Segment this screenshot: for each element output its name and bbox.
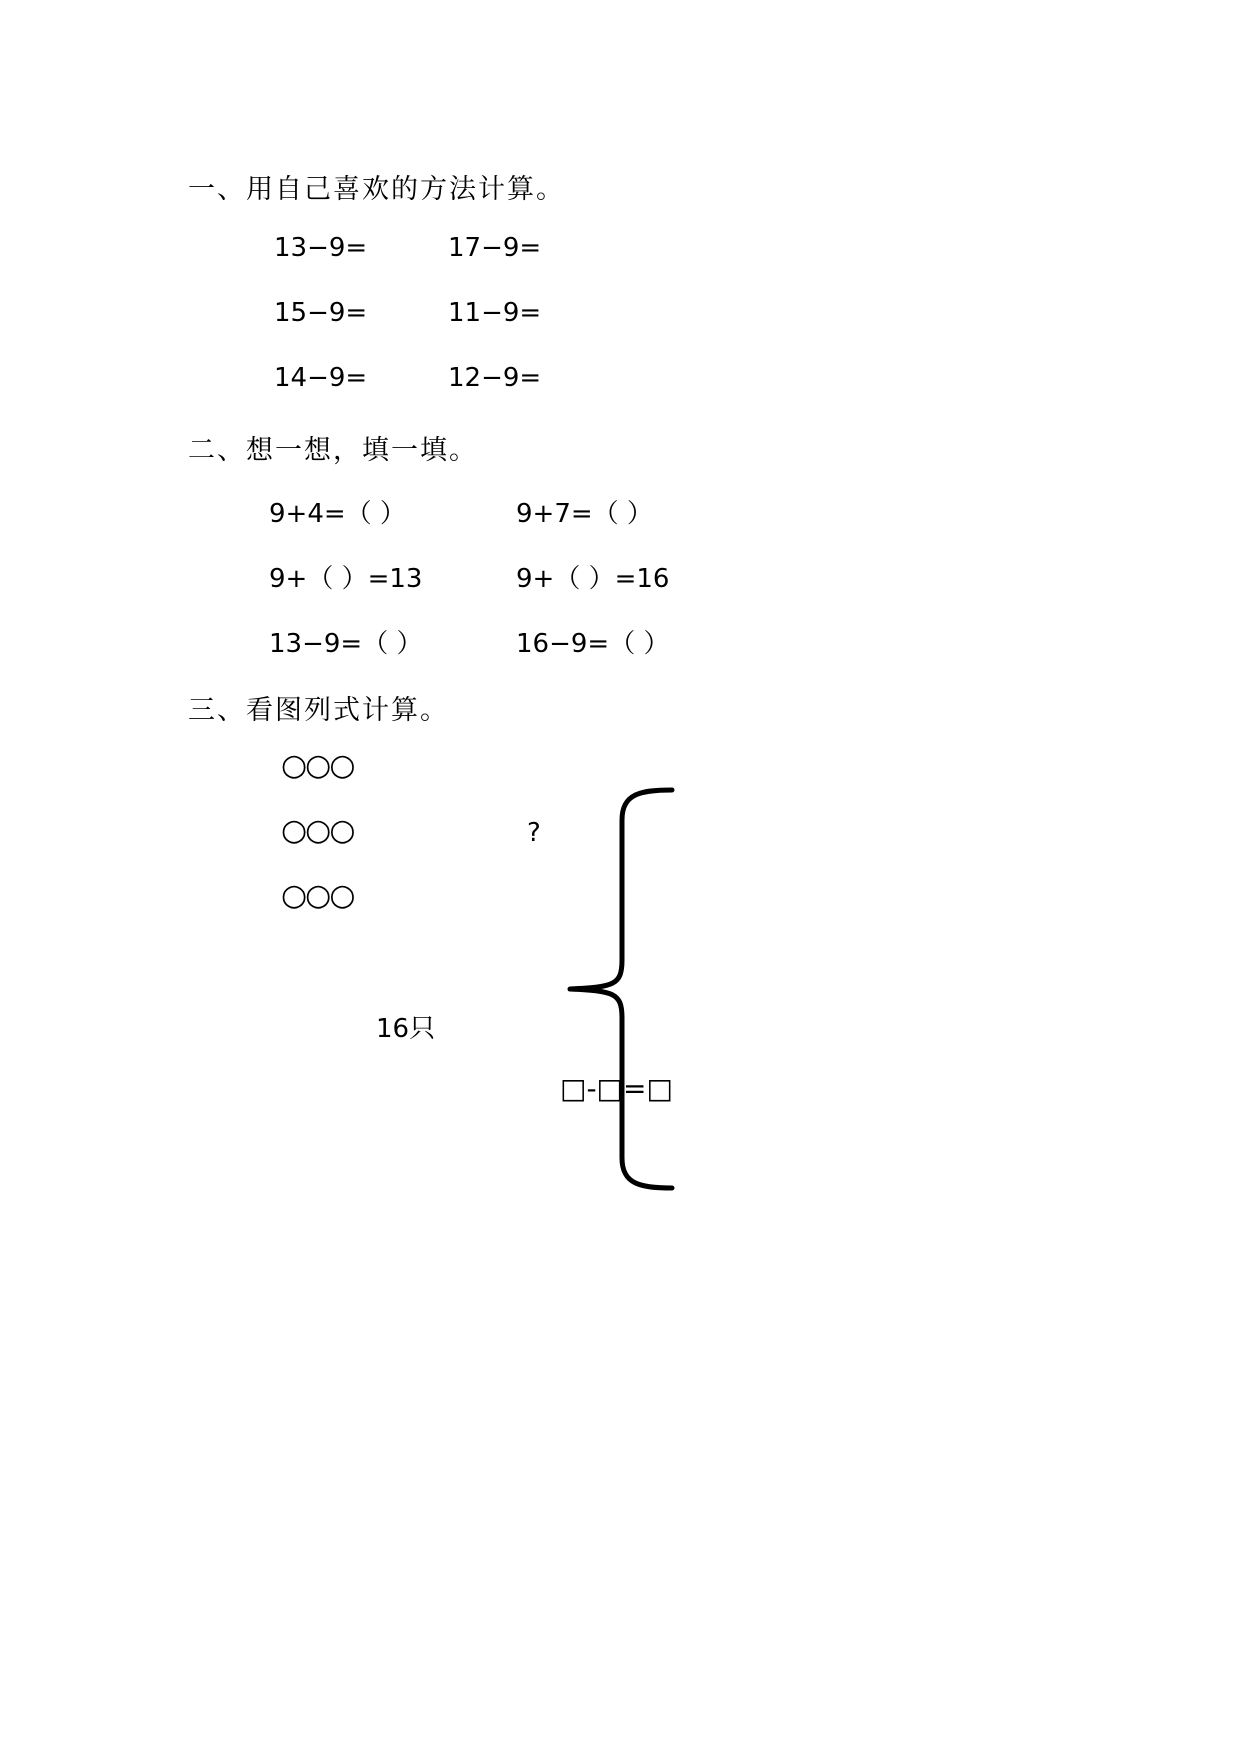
section2-row3-right: 16−9=（ ） — [516, 629, 670, 659]
section2-row2-right: 9+（ ）=16 — [516, 564, 670, 594]
section2-row3-left: 13−9=（ ） — [269, 629, 423, 659]
section2-row1-left: 9+4=（ ） — [269, 499, 406, 529]
equation-blanks: □-□=□ — [560, 1072, 673, 1105]
section1-row1-right: 17−9= — [448, 233, 542, 263]
section1-row3-right: 12−9= — [448, 363, 542, 393]
section1-row2-left: 15−9= — [274, 298, 368, 328]
circle-row-1: ○○○ — [281, 748, 354, 783]
section2-heading: 二、想一想，填一填。 — [188, 435, 478, 466]
section1-row1-left: 13−9= — [274, 233, 368, 263]
section1-heading: 一、用自己喜欢的方法计算。 — [188, 174, 565, 205]
curly-brace — [560, 780, 680, 1200]
question-mark: ? — [527, 818, 541, 848]
section2-row2-left: 9+（ ）=13 — [269, 564, 423, 594]
section2-row1-right: 9+7=（ ） — [516, 499, 653, 529]
circle-row-3: ○○○ — [281, 878, 354, 913]
section3-heading: 三、看图列式计算。 — [188, 695, 449, 726]
section1-row3-left: 14−9= — [274, 363, 368, 393]
circle-row-2: ○○○ — [281, 813, 354, 848]
total-label: 16只 — [376, 1014, 436, 1044]
section1-row2-right: 11−9= — [448, 298, 542, 328]
